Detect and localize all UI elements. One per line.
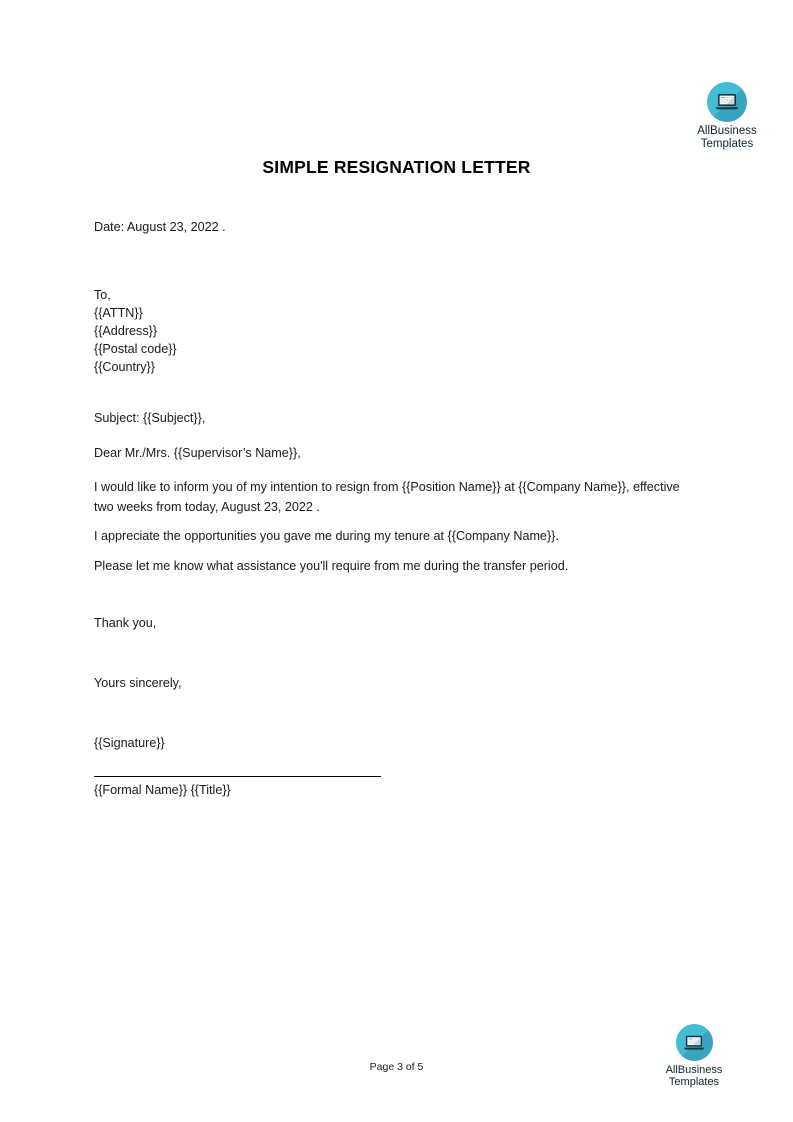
- salutation-line: Dear Mr./Mrs. {{Supervisor’s Name}},: [94, 446, 301, 460]
- closing-line: Yours sincerely,: [94, 676, 182, 690]
- address-line-postal-code: {{Postal code}}: [94, 342, 177, 356]
- logo-line-1: AllBusiness: [665, 1064, 723, 1076]
- signature-placeholder: {{Signature}}: [94, 736, 165, 750]
- date-line: Date: August 23, 2022 .: [94, 220, 226, 234]
- recipient-address-block: [94, 286, 177, 376]
- logo-line-1: AllBusiness: [697, 125, 757, 137]
- laptop-icon: [676, 1024, 713, 1061]
- body-paragraph: Please let me know what assistance you'll require from me during the transfer period.: [94, 559, 569, 573]
- logo-shadow: [676, 1024, 713, 1061]
- address-line-street: {{Address}}: [94, 324, 158, 338]
- logo-shadow: [707, 82, 747, 122]
- logo-wordmark: [697, 125, 756, 151]
- logo-line-2: Templates: [700, 137, 754, 150]
- logo-line-2: Templates: [668, 1076, 720, 1089]
- thanks-line: Thank you,: [94, 616, 157, 630]
- address-line-attn: {{ATTN}}: [94, 306, 143, 320]
- page-title: SIMPLE RESIGNATION LETTER: [262, 157, 531, 177]
- formal-name-line: {{Formal Name}} {{Title}}: [94, 783, 231, 797]
- laptop-icon: [707, 82, 747, 122]
- signature-rule: [94, 776, 381, 777]
- address-line-country: {{Country}}: [94, 360, 155, 374]
- subject-line: Subject: {{Subject}},: [94, 411, 206, 425]
- page-number: Page 3 of 5: [369, 1061, 424, 1073]
- footer-logo: [650, 1024, 738, 1089]
- logo-wordmark: [666, 1064, 723, 1089]
- body-paragraph: I appreciate the opportunities you gave me during my tenure at {{Company Name}}.: [94, 529, 559, 543]
- header-logo: [681, 82, 773, 151]
- address-line-to: To,: [94, 288, 111, 302]
- body-paragraph: I would like to inform you of my intention to resign from {{Position Name}} at {{Company Name}}, effective two weeks from today, August 23, 2022 .: [94, 480, 680, 514]
